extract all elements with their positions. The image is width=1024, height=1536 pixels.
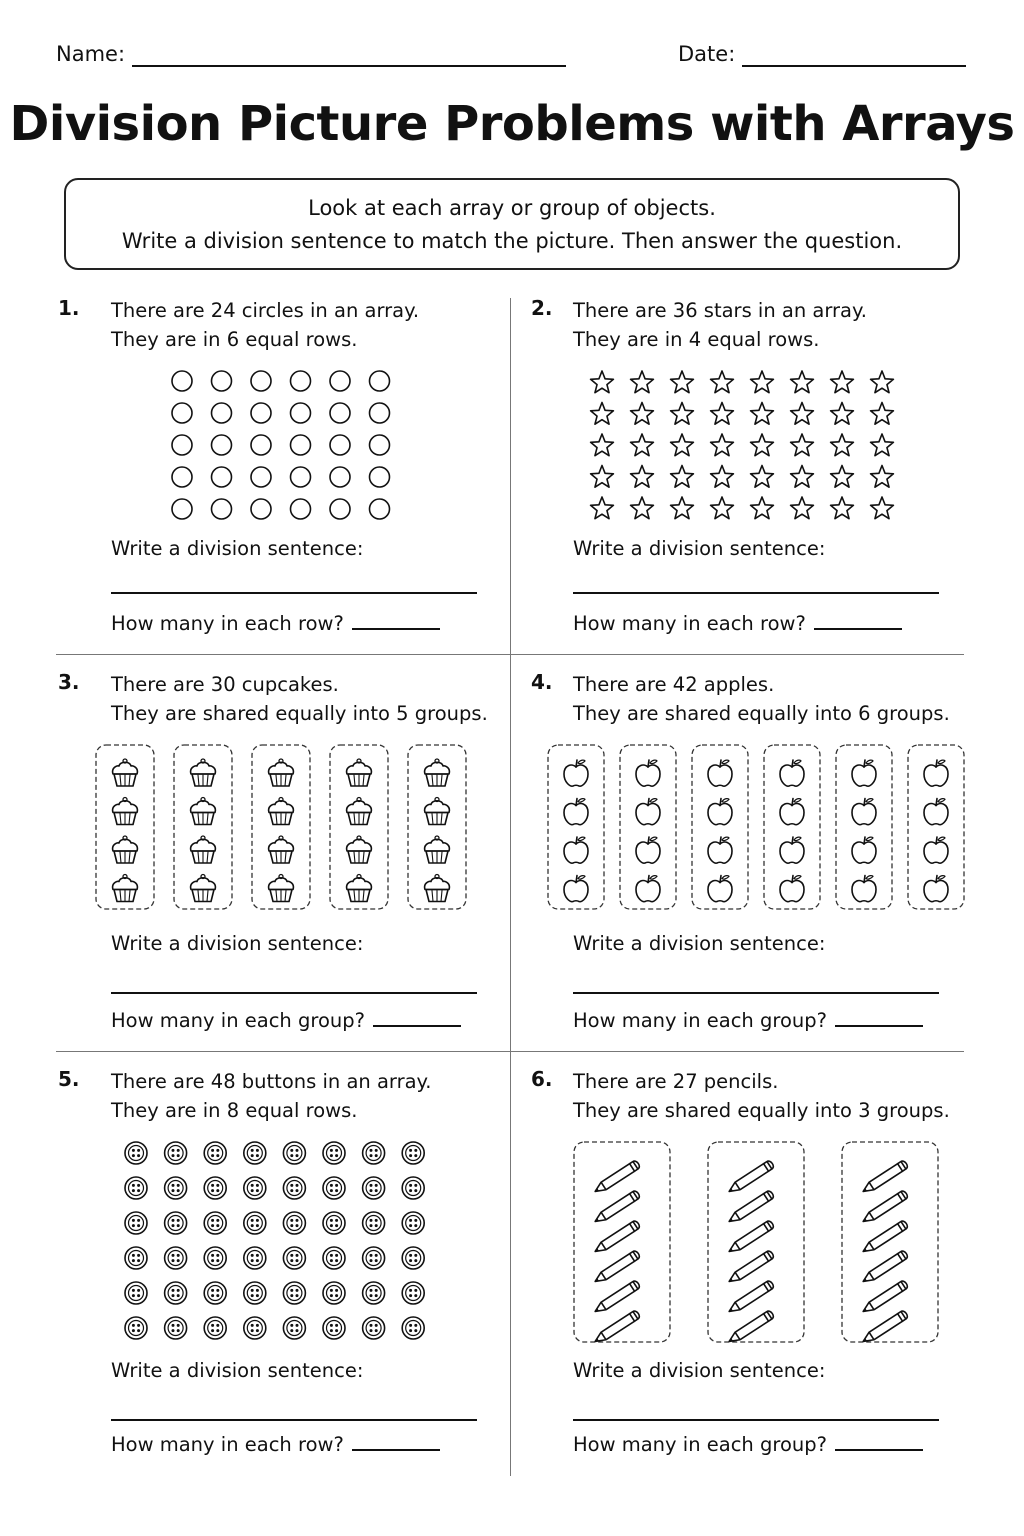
group-box bbox=[574, 1142, 670, 1342]
group-box bbox=[708, 1142, 804, 1342]
button-icon bbox=[244, 1247, 266, 1269]
pencil-icon bbox=[727, 1220, 775, 1256]
apple-icon bbox=[564, 876, 588, 902]
pencil-icon bbox=[727, 1250, 775, 1286]
question-row bbox=[573, 1009, 923, 1032]
star-icon bbox=[631, 403, 654, 425]
write-sentence-prompt: Write a division sentence: bbox=[573, 537, 826, 560]
apple-icon bbox=[708, 799, 732, 825]
pencil-icon bbox=[861, 1280, 909, 1316]
answer-blank[interactable] bbox=[814, 612, 902, 630]
star-icon bbox=[591, 403, 614, 425]
button-icon bbox=[244, 1212, 266, 1234]
button-icon bbox=[204, 1177, 226, 1199]
cupcake-icon bbox=[191, 759, 216, 786]
cupcake-icon bbox=[347, 759, 372, 786]
statement-line-2: They are in 6 equal rows. bbox=[111, 328, 358, 351]
circle-icon bbox=[291, 499, 311, 519]
cupcake-icon bbox=[113, 759, 138, 786]
write-sentence-prompt: Write a division sentence: bbox=[111, 1359, 364, 1382]
group-box bbox=[174, 745, 232, 909]
apple-icon bbox=[708, 760, 732, 786]
question-row bbox=[111, 612, 440, 635]
cupcake-icon bbox=[425, 836, 450, 863]
circle-icon bbox=[212, 371, 232, 391]
star-icon bbox=[831, 497, 854, 519]
star-icon bbox=[631, 434, 654, 456]
group-box bbox=[842, 1142, 938, 1342]
answer-blank[interactable] bbox=[373, 1009, 461, 1027]
button-icon bbox=[125, 1177, 147, 1199]
date-field[interactable] bbox=[742, 65, 966, 67]
star-icon bbox=[831, 434, 854, 456]
star-icon bbox=[751, 497, 774, 519]
pencil-icon bbox=[727, 1160, 775, 1196]
statement-line-1: There are 24 circles in an array. bbox=[111, 299, 420, 322]
row-divider-2 bbox=[56, 1051, 964, 1052]
star-icon bbox=[791, 434, 814, 456]
pencil-icon bbox=[861, 1160, 909, 1196]
button-icon bbox=[283, 1247, 305, 1269]
group-box bbox=[836, 745, 892, 909]
group-box bbox=[548, 745, 604, 909]
circle-icon bbox=[330, 371, 350, 391]
star-array bbox=[588, 366, 908, 516]
star-icon bbox=[791, 466, 814, 488]
star-icon bbox=[711, 497, 734, 519]
circle-icon bbox=[172, 435, 192, 455]
problem-number: 3. bbox=[58, 670, 80, 694]
star-icon bbox=[751, 434, 774, 456]
pencil-icon bbox=[861, 1310, 909, 1346]
question-row bbox=[111, 1009, 461, 1032]
problem-number: 6. bbox=[531, 1067, 553, 1091]
button-icon bbox=[165, 1177, 187, 1199]
pencil-icon bbox=[727, 1280, 775, 1316]
button-icon bbox=[125, 1282, 147, 1304]
circle-icon bbox=[212, 499, 232, 519]
group-box bbox=[908, 745, 964, 909]
pencil-icon bbox=[727, 1190, 775, 1226]
statement-line-1: There are 27 pencils. bbox=[573, 1070, 779, 1093]
star-icon bbox=[591, 434, 614, 456]
apple-icon bbox=[924, 760, 948, 786]
pencil-icon bbox=[861, 1220, 909, 1256]
button-icon bbox=[125, 1317, 147, 1339]
circle-icon bbox=[291, 435, 311, 455]
answer-blank[interactable] bbox=[352, 612, 440, 630]
cupcake-icon bbox=[425, 759, 450, 786]
problem-number: 4. bbox=[531, 670, 553, 694]
instructions-line-1: Look at each array or group of objects. bbox=[308, 196, 716, 220]
question-text: How many in each group? bbox=[573, 1433, 827, 1456]
button-icon bbox=[244, 1317, 266, 1339]
star-icon bbox=[631, 371, 654, 393]
division-sentence-answer-line[interactable] bbox=[573, 592, 939, 594]
problem-statement bbox=[111, 296, 419, 354]
statement-line-2: They are shared equally into 5 groups. bbox=[111, 702, 488, 725]
star-icon bbox=[871, 466, 894, 488]
circle-icon bbox=[330, 435, 350, 455]
button-icon bbox=[283, 1142, 305, 1164]
problem-statement bbox=[111, 1067, 432, 1125]
write-sentence-prompt: Write a division sentence: bbox=[111, 537, 364, 560]
question-text: How many in each row? bbox=[111, 612, 344, 635]
question-text: How many in each group? bbox=[111, 1009, 365, 1032]
star-icon bbox=[591, 466, 614, 488]
cupcake-icon bbox=[113, 875, 138, 902]
header bbox=[56, 40, 966, 72]
button-icon bbox=[165, 1212, 187, 1234]
instructions-box bbox=[64, 178, 960, 270]
cupcake-icon bbox=[191, 798, 216, 825]
circle-icon bbox=[251, 499, 271, 519]
circle-icon bbox=[212, 403, 232, 423]
division-sentence-answer-line[interactable] bbox=[111, 992, 477, 994]
division-sentence-answer-line[interactable] bbox=[111, 592, 477, 594]
division-sentence-answer-line[interactable] bbox=[111, 1419, 477, 1421]
star-icon bbox=[591, 371, 614, 393]
button-icon bbox=[402, 1142, 424, 1164]
circle-icon bbox=[172, 371, 192, 391]
row-divider-1 bbox=[56, 654, 964, 655]
button-icon bbox=[323, 1142, 345, 1164]
question-text: How many in each row? bbox=[111, 1433, 344, 1456]
apple-icon bbox=[852, 876, 876, 902]
group-box bbox=[764, 745, 820, 909]
pencil-icon bbox=[593, 1250, 641, 1286]
cupcake-icon bbox=[269, 798, 294, 825]
circle-icon bbox=[291, 467, 311, 487]
apple-icon bbox=[924, 799, 948, 825]
circle-icon bbox=[172, 499, 192, 519]
apple-icon bbox=[852, 799, 876, 825]
problem-statement bbox=[573, 296, 867, 354]
problem-number: 1. bbox=[58, 296, 80, 320]
button-icon bbox=[125, 1212, 147, 1234]
question-text: How many in each group? bbox=[573, 1009, 827, 1032]
button-icon bbox=[165, 1142, 187, 1164]
star-icon bbox=[671, 466, 694, 488]
button-icon bbox=[402, 1247, 424, 1269]
column-divider bbox=[510, 298, 511, 1476]
apple-icon bbox=[852, 837, 876, 863]
button-icon bbox=[323, 1317, 345, 1339]
button-icon bbox=[165, 1317, 187, 1339]
button-icon bbox=[283, 1177, 305, 1199]
button-icon bbox=[363, 1317, 385, 1339]
button-icon bbox=[363, 1282, 385, 1304]
answer-blank[interactable] bbox=[352, 1433, 440, 1451]
star-icon bbox=[711, 403, 734, 425]
button-icon bbox=[244, 1177, 266, 1199]
apple-icon bbox=[708, 876, 732, 902]
cupcake-icon bbox=[425, 875, 450, 902]
group-box bbox=[408, 745, 466, 909]
name-label: Name: bbox=[56, 42, 126, 66]
button-icon bbox=[125, 1247, 147, 1269]
answer-blank[interactable] bbox=[835, 1009, 923, 1027]
circle-icon bbox=[330, 403, 350, 423]
button-icon bbox=[323, 1212, 345, 1234]
pencil-icon bbox=[593, 1190, 641, 1226]
button-icon bbox=[204, 1212, 226, 1234]
circle-icon bbox=[370, 371, 390, 391]
pencil-groups bbox=[572, 1139, 942, 1345]
circle-icon bbox=[291, 371, 311, 391]
apple-icon bbox=[636, 837, 660, 863]
button-icon bbox=[402, 1212, 424, 1234]
apple-icon bbox=[924, 876, 948, 902]
button-icon bbox=[363, 1177, 385, 1199]
apple-icon bbox=[924, 837, 948, 863]
circle-icon bbox=[251, 403, 271, 423]
instructions-line-2: Write a division sentence to match the picture. Then answer the question. bbox=[121, 229, 903, 253]
circle-icon bbox=[370, 403, 390, 423]
button-icon bbox=[283, 1212, 305, 1234]
division-sentence-answer-line[interactable] bbox=[573, 1419, 939, 1421]
apple-icon bbox=[564, 837, 588, 863]
star-icon bbox=[711, 434, 734, 456]
write-sentence-prompt: Write a division sentence: bbox=[111, 932, 364, 955]
circle-icon bbox=[251, 467, 271, 487]
cupcake-icon bbox=[347, 875, 372, 902]
apple-icon bbox=[636, 876, 660, 902]
button-icon bbox=[283, 1317, 305, 1339]
worksheet-title: Division Picture Problems with Arrays bbox=[9, 96, 1015, 152]
pencil-icon bbox=[593, 1160, 641, 1196]
circle-icon bbox=[172, 403, 192, 423]
pencil-icon bbox=[593, 1220, 641, 1256]
button-icon bbox=[244, 1282, 266, 1304]
star-icon bbox=[831, 403, 854, 425]
apple-icon bbox=[564, 760, 588, 786]
star-icon bbox=[871, 434, 894, 456]
cupcake-icon bbox=[425, 798, 450, 825]
star-icon bbox=[871, 403, 894, 425]
star-icon bbox=[751, 466, 774, 488]
statement-line-2: They are shared equally into 6 groups. bbox=[573, 702, 950, 725]
statement-line-2: They are in 8 equal rows. bbox=[111, 1099, 358, 1122]
question-row bbox=[573, 612, 902, 635]
button-icon bbox=[165, 1282, 187, 1304]
statement-line-1: There are 36 stars in an array. bbox=[573, 299, 867, 322]
button-icon bbox=[323, 1282, 345, 1304]
pencil-icon bbox=[861, 1190, 909, 1226]
circle-icon bbox=[212, 467, 232, 487]
statement-line-1: There are 48 buttons in an array. bbox=[111, 1070, 432, 1093]
circle-icon bbox=[212, 435, 232, 455]
statement-line-1: There are 42 apples. bbox=[573, 673, 775, 696]
button-icon bbox=[402, 1317, 424, 1339]
star-icon bbox=[791, 497, 814, 519]
button-icon bbox=[363, 1142, 385, 1164]
star-icon bbox=[631, 466, 654, 488]
apple-icon bbox=[564, 799, 588, 825]
cupcake-icon bbox=[191, 836, 216, 863]
apple-groups bbox=[546, 742, 966, 914]
write-sentence-prompt: Write a division sentence: bbox=[573, 932, 826, 955]
cupcake-icon bbox=[347, 836, 372, 863]
star-icon bbox=[831, 466, 854, 488]
button-icon bbox=[323, 1177, 345, 1199]
group-box bbox=[252, 745, 310, 909]
circle-icon bbox=[370, 467, 390, 487]
star-icon bbox=[751, 371, 774, 393]
cupcake-icon bbox=[269, 836, 294, 863]
problem-statement bbox=[573, 1067, 950, 1125]
apple-icon bbox=[852, 760, 876, 786]
button-icon bbox=[363, 1247, 385, 1269]
group-box bbox=[96, 745, 154, 909]
apple-icon bbox=[780, 760, 804, 786]
button-icon bbox=[244, 1142, 266, 1164]
star-icon bbox=[671, 371, 694, 393]
cupcake-icon bbox=[113, 798, 138, 825]
division-sentence-answer-line[interactable] bbox=[573, 992, 939, 994]
statement-line-2: They are shared equally into 3 groups. bbox=[573, 1099, 950, 1122]
group-box bbox=[620, 745, 676, 909]
circle-icon bbox=[291, 403, 311, 423]
group-box bbox=[330, 745, 388, 909]
star-icon bbox=[671, 403, 694, 425]
name-field[interactable] bbox=[132, 65, 566, 67]
circle-icon bbox=[370, 435, 390, 455]
button-array bbox=[120, 1137, 440, 1347]
circle-icon bbox=[370, 499, 390, 519]
button-icon bbox=[402, 1177, 424, 1199]
button-icon bbox=[323, 1247, 345, 1269]
cupcake-groups bbox=[94, 742, 474, 914]
question-text: How many in each row? bbox=[573, 612, 806, 635]
apple-icon bbox=[780, 837, 804, 863]
star-icon bbox=[671, 434, 694, 456]
star-icon bbox=[791, 371, 814, 393]
circle-icon bbox=[172, 467, 192, 487]
problem-number: 5. bbox=[58, 1067, 80, 1091]
star-icon bbox=[831, 371, 854, 393]
pencil-icon bbox=[727, 1310, 775, 1346]
cupcake-icon bbox=[347, 798, 372, 825]
cupcake-icon bbox=[269, 875, 294, 902]
star-icon bbox=[711, 371, 734, 393]
button-icon bbox=[363, 1212, 385, 1234]
star-icon bbox=[871, 497, 894, 519]
cupcake-icon bbox=[191, 875, 216, 902]
circle-icon bbox=[251, 435, 271, 455]
star-icon bbox=[791, 403, 814, 425]
button-icon bbox=[204, 1247, 226, 1269]
write-sentence-prompt: Write a division sentence: bbox=[573, 1359, 826, 1382]
button-icon bbox=[125, 1142, 147, 1164]
circle-icon bbox=[330, 499, 350, 519]
star-icon bbox=[591, 497, 614, 519]
button-icon bbox=[165, 1247, 187, 1269]
cupcake-icon bbox=[269, 759, 294, 786]
button-icon bbox=[283, 1282, 305, 1304]
apple-icon bbox=[708, 837, 732, 863]
apple-icon bbox=[780, 799, 804, 825]
statement-line-2: They are in 4 equal rows. bbox=[573, 328, 820, 351]
apple-icon bbox=[780, 876, 804, 902]
answer-blank[interactable] bbox=[835, 1433, 923, 1451]
star-icon bbox=[871, 371, 894, 393]
star-icon bbox=[751, 403, 774, 425]
button-icon bbox=[204, 1142, 226, 1164]
problem-number: 2. bbox=[531, 296, 553, 320]
cupcake-icon bbox=[113, 836, 138, 863]
pencil-icon bbox=[861, 1250, 909, 1286]
star-icon bbox=[671, 497, 694, 519]
date-label: Date: bbox=[678, 42, 736, 66]
problem-statement bbox=[111, 670, 488, 728]
apple-icon bbox=[636, 760, 660, 786]
problem-statement bbox=[573, 670, 950, 728]
button-icon bbox=[204, 1317, 226, 1339]
question-row bbox=[111, 1433, 440, 1456]
star-icon bbox=[711, 466, 734, 488]
pencil-icon bbox=[593, 1280, 641, 1316]
group-box bbox=[692, 745, 748, 909]
circle-icon bbox=[251, 371, 271, 391]
button-icon bbox=[204, 1282, 226, 1304]
statement-line-1: There are 30 cupcakes. bbox=[111, 673, 339, 696]
star-icon bbox=[631, 497, 654, 519]
circle-array bbox=[168, 366, 398, 516]
pencil-icon bbox=[593, 1310, 641, 1346]
button-icon bbox=[402, 1282, 424, 1304]
question-row bbox=[573, 1433, 923, 1456]
apple-icon bbox=[636, 799, 660, 825]
circle-icon bbox=[330, 467, 350, 487]
